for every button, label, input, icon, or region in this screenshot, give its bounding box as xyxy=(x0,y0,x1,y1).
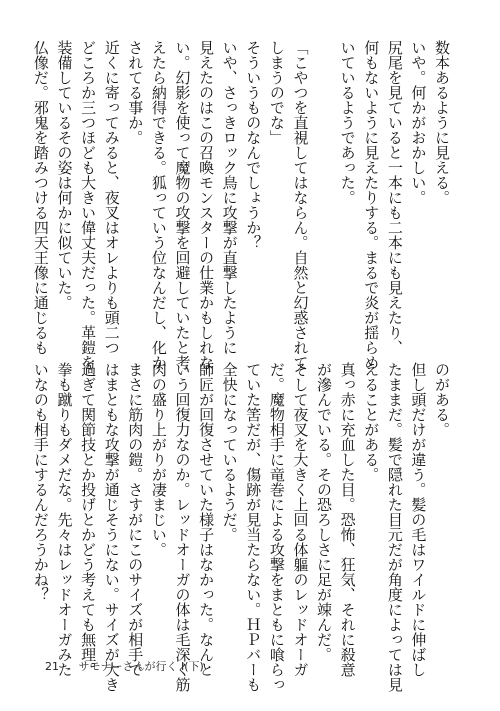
text-line: 「こやつを直視してはならん。自然と幻惑されて xyxy=(291,40,310,370)
text-line: しまうのでな」 xyxy=(267,40,286,145)
page-footer xyxy=(45,658,204,674)
book-title: サモナーさんが行く Ⅰ(下) xyxy=(78,660,204,673)
top-text-block xyxy=(28,40,453,370)
text-line: 過ぎて関節技とか投げとかどう考えても無理。 xyxy=(79,362,98,677)
text-line: だ。魔物相手に竜巻による攻撃をまともに喰らっ xyxy=(267,362,286,692)
text-line: 見えたのはこの召喚モンスターの仕業かもしれな xyxy=(197,40,216,370)
text-line: そして夜叉を大きく上回る体軀のレッドオーガ xyxy=(291,362,310,677)
text-line: ていた筈だが、傷跡が見当たらない。ＨＰバーも xyxy=(244,362,263,692)
text-line: 真っ赤に充血した目。恐怖、狂気、それに殺意 xyxy=(338,362,357,677)
text-line: いなのも相手にするんだろうかね？ xyxy=(31,362,50,602)
text-line: えたら納得できる。狐っていう位なんだし、化か xyxy=(149,40,168,370)
text-line: のがある。 xyxy=(433,362,451,437)
text-line: はまともな攻撃が通じそうにない。サイズが大き xyxy=(102,362,121,692)
text-line: い。幻影を使って魔物の攻撃を回避していたと考 xyxy=(173,40,192,370)
text-line: 仏像だ。邪鬼を踏みつける四天王像に通じるも xyxy=(31,40,50,355)
page-number: 21 xyxy=(45,660,59,673)
text-line: 肉の盛り上がりが凄まじい。 xyxy=(149,362,168,557)
text-line: 数本あるように見える。 xyxy=(433,40,451,205)
text-line: どころか三つほども大きい偉丈夫だった。革鎧を xyxy=(79,40,98,370)
text-line: いているようであった。 xyxy=(338,40,357,205)
text-line: されてる事か。 xyxy=(126,40,145,145)
text-line: まさに筋肉の鎧。さすがにこのサイズが相手で xyxy=(126,362,145,677)
text-line: いや、さっきロック鳥に攻撃が直撃したように xyxy=(220,40,239,355)
text-line: 全快になっているようだ。 xyxy=(220,362,239,542)
text-line xyxy=(311,40,335,310)
text-line: 拳も蹴りもダメだな。先々はレッドオーガみた xyxy=(55,362,74,677)
text-line: 何もないように見えたりする。まるで炎が揺らめ xyxy=(362,40,381,370)
text-line: そういうものなんでしょうか？ xyxy=(244,40,263,250)
text-line: えることがある。 xyxy=(362,362,381,482)
text-line: いや。何かがおかしい。 xyxy=(409,40,428,205)
text-line: 師匠が回復させていた様子はなかった。なんと xyxy=(197,362,216,677)
text-line: 装備しているその姿は何かに似ていた。 xyxy=(55,40,74,310)
text-line: 但し頭だけが違う。髪の毛はワイルドに伸ばし xyxy=(409,362,428,677)
text-line: いう回復力なのか。レッドオーガの体は毛深く筋 xyxy=(173,362,192,692)
text-line: 尻尾を見ていると一本にも二本にも見えたり、 xyxy=(385,40,404,355)
text-line: たままだ。髪で隠れた目元だが角度によっては見 xyxy=(385,362,404,692)
text-line: 近くに寄ってみると、夜叉はオレよりも頭二つ xyxy=(102,40,121,355)
text-line: が滲んでいる。その恐ろしさに足が竦んだ。 xyxy=(315,362,334,662)
